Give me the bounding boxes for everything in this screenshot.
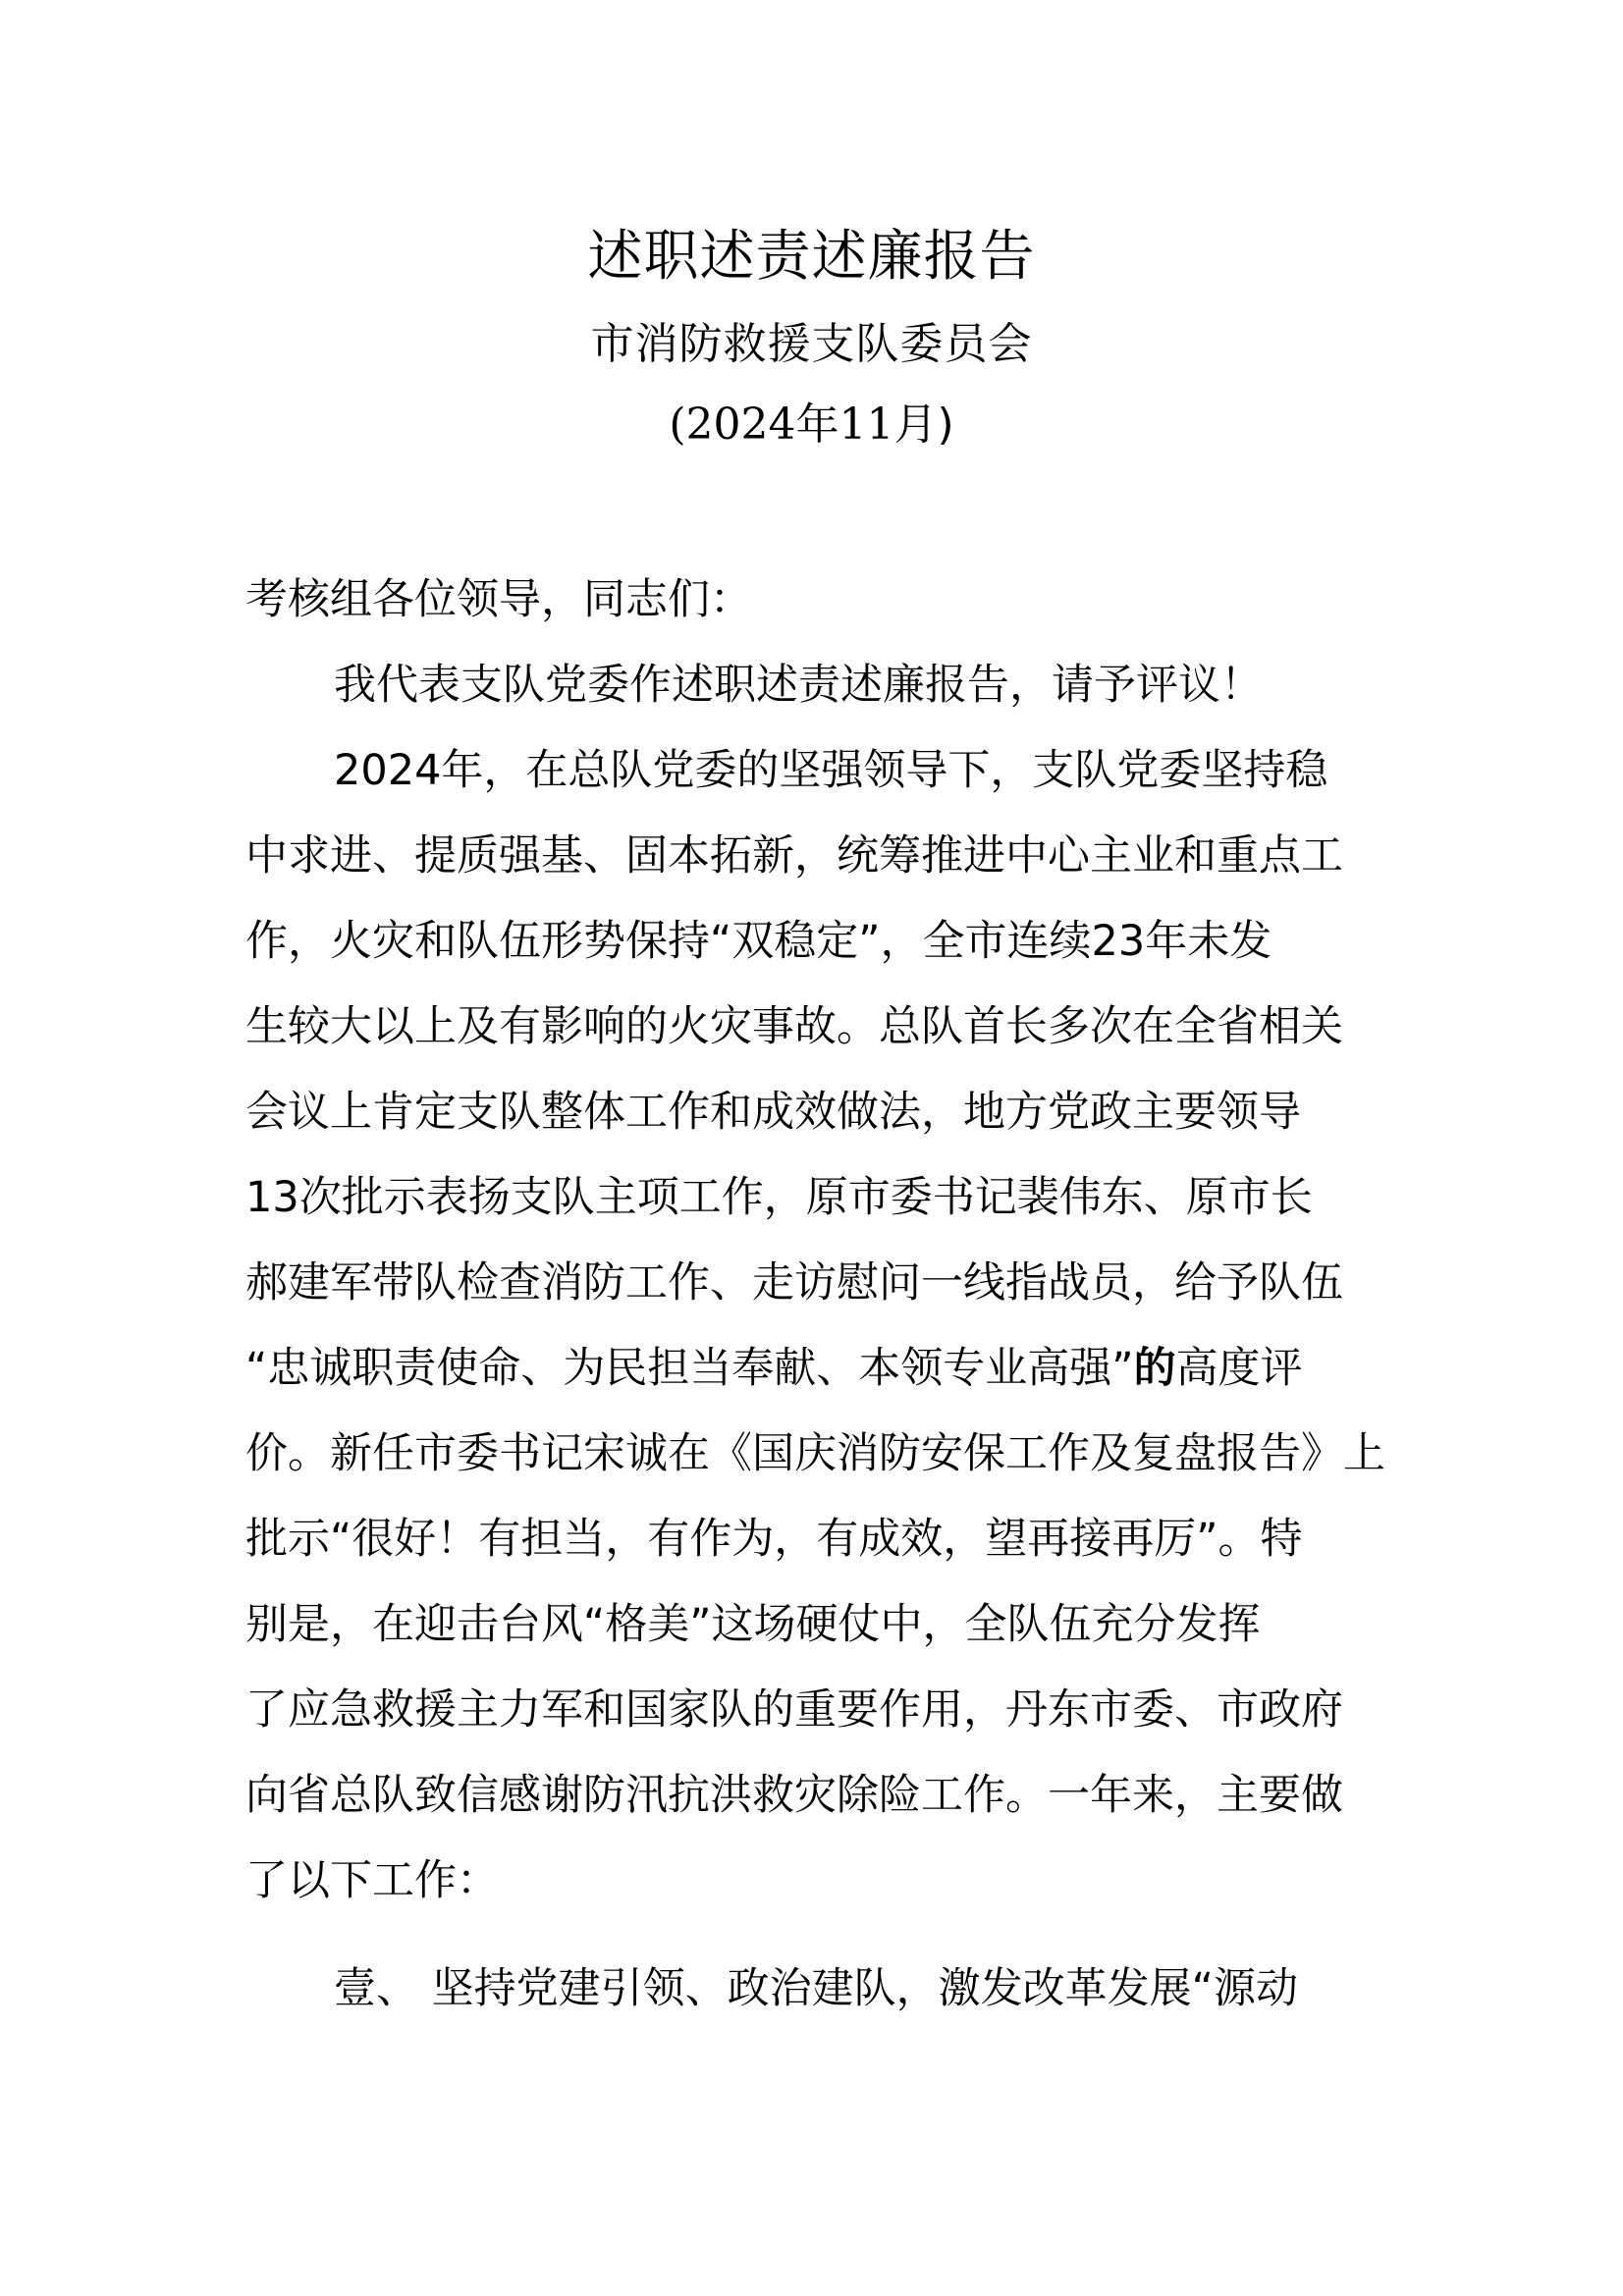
date-year-unit: 年: [795, 400, 839, 450]
date-open: (: [669, 400, 686, 450]
date-month: 11: [839, 400, 894, 450]
report-date: [0, 393, 1623, 457]
paragraph-line: 价。新任市委书记宋诚在《国庆消防安保工作及复盘报告》上: [245, 1429, 1385, 1478]
bold-text: 的: [1133, 1344, 1176, 1393]
paragraph-line: 向省总队致信感谢防汛抗洪救灾除险工作。一年来，主要做: [245, 1771, 1343, 1820]
paragraph-line: 生较大以上及有影响的火灾事故。总队首长多次在全省相关: [245, 1002, 1343, 1051]
paragraph-line: 会议上肯定支队整体工作和成效做法，地方党政主要领导: [245, 1088, 1301, 1137]
main-paragraph: [245, 738, 1389, 1934]
paragraph-line: 了以下工作：: [245, 1856, 499, 1905]
paragraph-line: 了应急救援主力军和国家队的重要作用，丹东市委、市政府: [245, 1685, 1343, 1735]
paragraph-line: 作，火灾和队伍形势保持“双稳定”，全市连续23年未发: [245, 917, 1272, 966]
report-subtitle: 市消防救援支队委员会: [590, 319, 1033, 369]
line-tail: 高度评: [1175, 1344, 1303, 1393]
salutation: 考核组各位领导，同志们：: [245, 575, 752, 624]
paragraph-line: 别是，在迎击台风“格美”这场硬仗中，全队伍充分发挥: [245, 1600, 1261, 1649]
paragraph-line: 批示“很好！有担当，有作为，有成效，望再接再厉”。特: [245, 1515, 1303, 1564]
paragraph-line: 郝建军带队检查消防工作、走访慰问一线指战员，给予队伍: [245, 1258, 1343, 1308]
paragraph-line: 中求进、提质强基、固本拓新，统筹推进中心主业和重点工: [245, 831, 1343, 881]
quote-text: “忠诚职责使命、为民担当奉献、本领专业高强”: [245, 1344, 1134, 1393]
date-month-unit: 月): [893, 400, 954, 450]
intro-paragraph: 我代表支队党委作述职述责述廉报告，请予评议！: [334, 661, 1263, 710]
date-year: 2024: [685, 400, 796, 450]
paragraph-line: [245, 1336, 1389, 1421]
report-title: 述职述责述廉报告: [587, 225, 1036, 289]
paragraph-line: 2024年，在总队党委的坚强领导下，支队党委坚持稳: [334, 746, 1328, 795]
paragraph-line: 13次批示表扬支队主项工作，原市委书记裴伟东、原市长: [245, 1173, 1313, 1222]
section-heading: 壹、 坚持党建引领、政治建队，激发改革发展“源动: [334, 1964, 1298, 2013]
